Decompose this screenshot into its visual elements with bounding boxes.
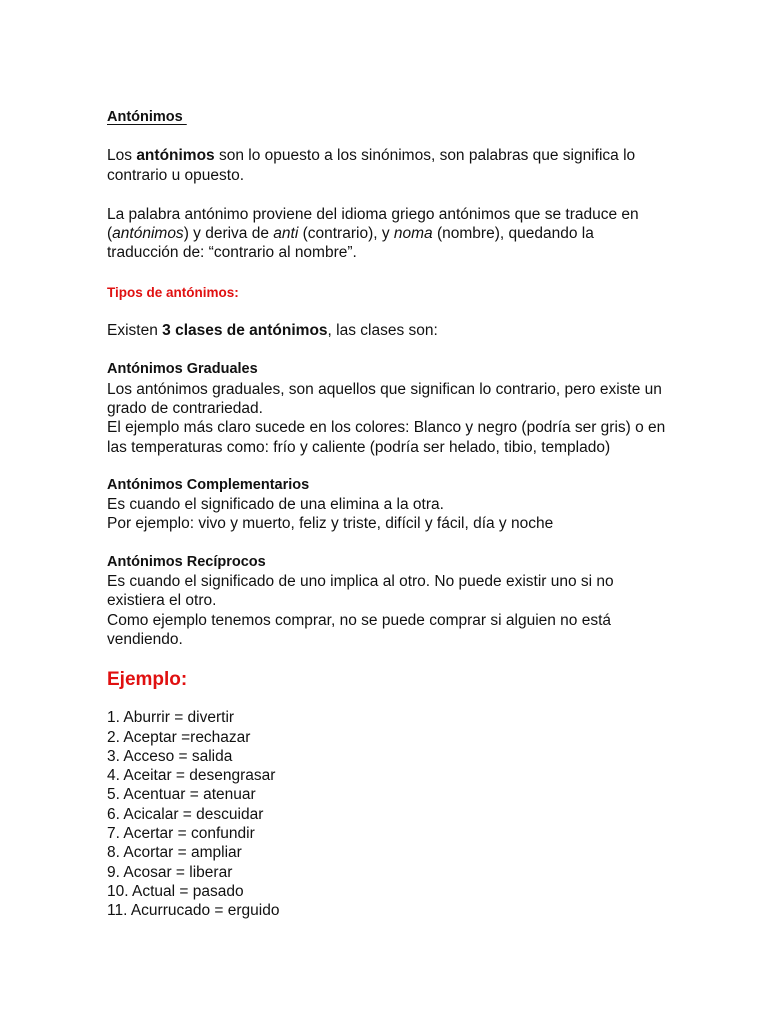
section-line: Los antónimos graduales, son aquellos que significan lo contrario, pero existe un grado de contrariedad. bbox=[107, 380, 662, 417]
etymology-text-2: ) y deriva de bbox=[183, 225, 274, 243]
section-heading: Antónimos Complementarios bbox=[107, 476, 310, 493]
list-item: 6. Acicalar = descuidar bbox=[107, 805, 264, 823]
section-reciprocos bbox=[107, 553, 667, 649]
list-item: 11. Acurrucado = erguido bbox=[107, 902, 280, 920]
types-heading: Tipos de antónimos: bbox=[107, 284, 239, 300]
list-item: 4. Aceitar = desengrasar bbox=[107, 767, 276, 785]
section-complementarios bbox=[107, 476, 667, 534]
list-item: 2. Aceptar =rechazar bbox=[107, 728, 251, 746]
classes-paragraph bbox=[107, 321, 667, 340]
section-line: Es cuando el significado de uno implica al otro. No puede existir uno si no existiera el otro. bbox=[107, 573, 614, 610]
section-heading: Antónimos Recíprocos bbox=[107, 553, 266, 570]
list-item: 9. Acosar = liberar bbox=[107, 863, 233, 881]
classes-text-end: , las clases son: bbox=[327, 322, 438, 340]
etymology-italic-3: noma bbox=[393, 225, 433, 243]
section-line: Por ejemplo: vivo y muerto, feliz y triste, difícil y fácil, día y noche bbox=[107, 515, 554, 533]
intro-text-start: Los bbox=[107, 147, 137, 165]
etymology-text-1: La palabra antónimo proviene del idioma griego antónimos que se traduce en ( bbox=[107, 205, 639, 243]
intro-bold-term: antónimos bbox=[136, 147, 215, 165]
etymology-italic-1: antónimos bbox=[112, 225, 184, 243]
etymology-text-3: (contrario), y bbox=[298, 225, 394, 243]
example-list bbox=[107, 708, 667, 920]
section-graduales bbox=[107, 360, 667, 456]
etymology-italic-2: anti bbox=[273, 225, 299, 243]
section-line: El ejemplo más claro sucede en los colores: Blanco y negro (podría ser gris) o en las temperaturas como: frío y caliente (podría ser helado, tibio, templado) bbox=[107, 419, 666, 456]
list-item: 5. Acentuar = atenuar bbox=[107, 786, 256, 804]
list-item: 3. Acceso = salida bbox=[107, 747, 233, 765]
example-heading: Ejemplo: bbox=[107, 669, 188, 691]
classes-bold-term: 3 clases de antónimos bbox=[162, 322, 328, 340]
list-item: 7. Acertar = confundir bbox=[107, 825, 255, 843]
intro-paragraph bbox=[107, 146, 667, 185]
document-title: Antónimos bbox=[107, 109, 187, 125]
etymology-text-4: (nombre), quedando la traducción de: “contrario al nombre”. bbox=[107, 225, 594, 262]
classes-text-start: Existen bbox=[107, 322, 163, 340]
etymology-paragraph bbox=[107, 205, 667, 263]
section-heading: Antónimos Graduales bbox=[107, 361, 258, 378]
list-item: 10. Actual = pasado bbox=[107, 882, 244, 900]
list-item: 1. Aburrir = divertir bbox=[107, 709, 235, 727]
section-line: Como ejemplo tenemos comprar, no se puede comprar si alguien no está vendiendo. bbox=[107, 611, 612, 648]
intro-text-end: son lo opuesto a los sinónimos, son palabras que significa lo contrario u opuesto. bbox=[107, 147, 636, 184]
section-line: Es cuando el significado de una elimina a la otra. bbox=[107, 496, 444, 514]
list-item: 8. Acortar = ampliar bbox=[107, 844, 242, 862]
document-body bbox=[107, 108, 667, 921]
